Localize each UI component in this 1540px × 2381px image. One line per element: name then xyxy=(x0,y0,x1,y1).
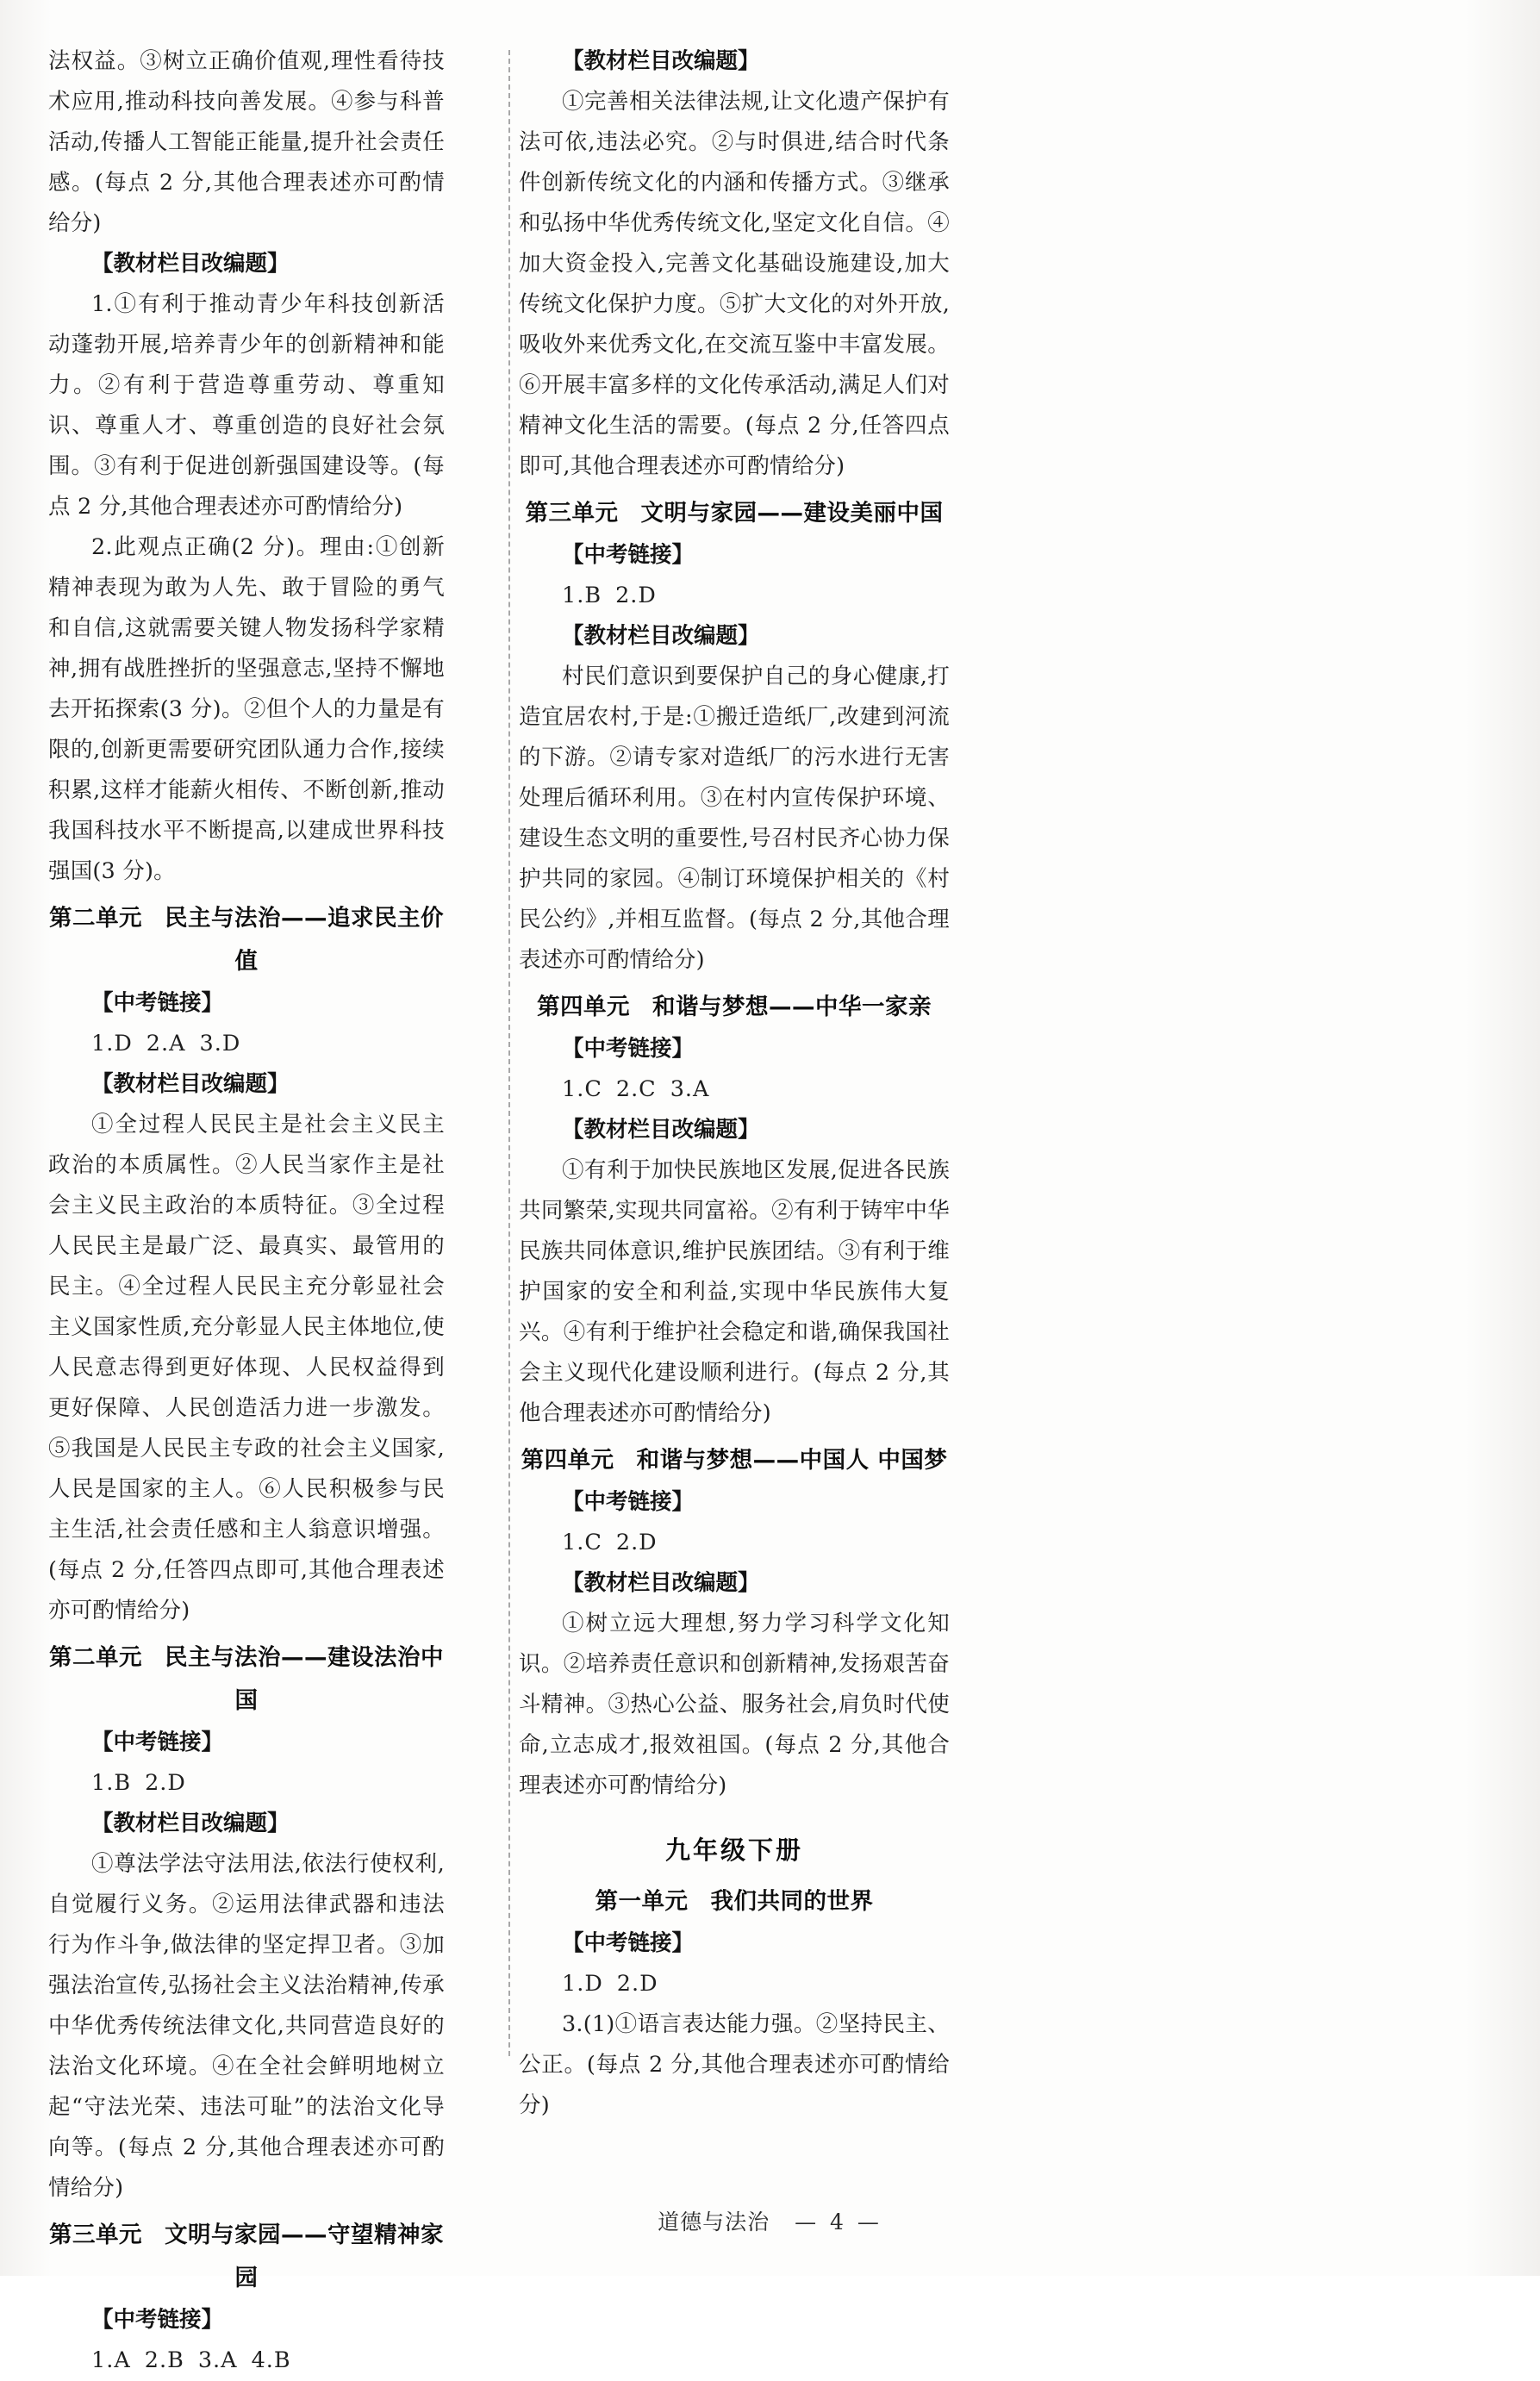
section-label: 【中考链接】 xyxy=(562,1930,695,1956)
left-column xyxy=(48,41,467,2373)
answer-item: 1.D xyxy=(562,1971,603,1997)
section-label: 【教材栏目改编题】 xyxy=(562,1570,760,1596)
answer-item: 2.D xyxy=(616,1971,658,1997)
unit-number: 第一单元 xyxy=(595,1888,689,1915)
answer-item: 1.D xyxy=(91,1031,133,1056)
section-label: 【中考链接】 xyxy=(562,1489,695,1515)
section-label: 【中考链接】 xyxy=(91,1730,224,1755)
unit-number: 第三单元 xyxy=(49,2222,142,2248)
unit-heading xyxy=(519,492,950,535)
multiple-choice-answers xyxy=(519,576,950,616)
unit-number: 第四单元 xyxy=(521,1447,614,1474)
unit-title: 和谐与梦想——中华一家亲 xyxy=(652,994,932,1020)
answer-paragraph: 2.此观点正确(2 分)。理由:①创新精神表现为敢为人先、敢于冒险的勇气和自信,这就需要关键人物发扬科学家精神,拥有战胜挫折的坚强意志,坚持不懈地去开拓探索(3 分)。②但个人的力量是有限的,创新更需要研究团队通力合作,接续积累,这样才能薪火相传、不断创新,推动我国科技水平不断提高,以建成世界科技强国(3 分)。 xyxy=(48,534,445,884)
answer-paragraph: 1.①有利于推动青少年科技创新活动蓬勃开展,培养青少年的创新精神和能力。②有利于营造尊重劳动、尊重知识、尊重人才、尊重创造的良好社会氛围。③有利于促进创新强国建设等。(每点 2 分,其他合理表述亦可酌情给分) xyxy=(48,291,445,520)
page-footer xyxy=(0,2205,1540,2236)
column-divider xyxy=(508,50,510,2056)
section-label: 【中考链接】 xyxy=(562,1036,695,1062)
multiple-choice-answers xyxy=(48,2340,445,2381)
unit-number: 第二单元 xyxy=(49,1644,142,1671)
unit-heading xyxy=(48,1636,445,1723)
unit-number: 第二单元 xyxy=(49,905,142,932)
unit-number: 第四单元 xyxy=(537,994,630,1020)
answer-item: 3.D xyxy=(199,1031,241,1056)
answer-item: 2.A xyxy=(146,1031,186,1056)
unit-title: 和谐与梦想——中国人 中国梦 xyxy=(636,1447,948,1474)
answer-item: 2.B xyxy=(144,2347,184,2373)
answer-paragraph: ①全过程人民民主是社会主义民主政治的本质属性。②人民当家作主是社会主义民主政治的本质特征。③全过程人民民主是最广泛、最真实、最管用的民主。④全过程人民民主充分彰显社会主义国家性质,充分彰显人民主体地位,使人民意志得到更好体现、人民权益得到更好保障、人民创造活力进一步激发。⑤我国是人民民主专政的社会主义国家,人民是国家的主人。⑥人民积极参与民主生活,社会责任感和主人翁意识增强。(每点 2 分,任答四点即可,其他合理表述亦可酌情给分) xyxy=(48,1112,445,1624)
answer-item: 1.C xyxy=(562,1076,602,1102)
unit-heading xyxy=(519,1880,950,1923)
section-label: 【中考链接】 xyxy=(562,542,695,568)
unit-heading xyxy=(519,1439,950,1482)
answer-paragraph: 村民们意识到要保护自己的身心健康,打造宜居农村,于是:①搬迁造纸厂,改建到河流的下游。②请专家对造纸厂的污水进行无害处理后循环利用。③在村内宣传保护环境、建设生态文明的重要性,号召村民齐心协力保护共同的家园。④制订环境保护相关的《村民公约》,并相互监督。(每点 2 分,其他合理表述亦可酌情给分) xyxy=(519,664,950,973)
answer-item: 2.D xyxy=(615,583,657,608)
footer-subject: 道德与法治 xyxy=(658,2210,770,2235)
answer-item: 2.C xyxy=(615,1076,657,1102)
section-label: 【教材栏目改编题】 xyxy=(91,251,290,277)
unit-title: 文明与家园——建设美丽中国 xyxy=(640,500,944,527)
answer-paragraph: 3.(1)①语言表达能力强。②坚持民主、公正。(每点 2 分,其他合理表述亦可酌情给分) xyxy=(519,2011,950,2118)
section-label: 【中考链接】 xyxy=(91,2307,224,2333)
multiple-choice-answers xyxy=(519,1523,950,1563)
multiple-choice-answers xyxy=(48,1024,445,1064)
answer-item: 2.D xyxy=(615,1530,658,1555)
answer-item: 3.A xyxy=(670,1076,710,1102)
answer-paragraph: ①尊法学法守法用法,依法行使权利,自觉履行义务。②运用法律武器和违法行为作斗争,做法律的坚定捍卫者。③加强法治宣传,弘扬社会主义法治精神,传承中华优秀传统法律文化,共同营造良好的法治文化环境。④在全社会鲜明地树立起“守法光荣、违法可耻”的法治文化导向等。(每点 2 分,其他合理表述亦可酌情给分) xyxy=(48,1851,445,2201)
right-column xyxy=(467,41,950,2135)
multiple-choice-answers xyxy=(519,1069,950,1110)
section-label: 【教材栏目改编题】 xyxy=(562,1117,760,1143)
grade-heading: 九年级下册 xyxy=(664,1836,803,1865)
section-label: 【教材栏目改编题】 xyxy=(562,48,760,74)
answer-item: 3.A xyxy=(197,2347,238,2373)
section-label: 【教材栏目改编题】 xyxy=(91,1071,290,1097)
answer-item: 1.A xyxy=(91,2347,131,2373)
answer-paragraph: ①有利于加快民族地区发展,促进各民族共同繁荣,实现共同富裕。②有利于铸牢中华民族共同体意识,维护民族团结。③有利于维护国家的安全和利益,实现中华民族伟大复兴。④有利于维护社会稳定和谐,确保我国社会主义现代化建设顺利进行。(每点 2 分,其他合理表述亦可酌情给分) xyxy=(519,1157,950,1426)
footer-page-number: — 4 — xyxy=(795,2210,882,2235)
answer-paragraph: 法权益。③树立正确价值观,理性看待技术应用,推动科技向善发展。④参与科普活动,传播人工智能正能量,提升社会责任感。(每点 2 分,其他合理表述亦可酌情给分) xyxy=(48,48,445,236)
answer-item: 1.B xyxy=(91,1770,132,1796)
unit-number: 第三单元 xyxy=(525,500,619,527)
unit-heading xyxy=(48,897,445,983)
answer-item: 4.B xyxy=(251,2347,291,2373)
section-label: 【教材栏目改编题】 xyxy=(562,623,760,649)
unit-title: 民主与法治——追求民主价值 xyxy=(165,905,444,975)
answer-item: 2.D xyxy=(145,1770,186,1796)
unit-title: 我们共同的世界 xyxy=(710,1888,874,1915)
answer-paragraph: ①完善相关法律法规,让文化遗产保护有法可依,违法必究。②与时俱进,结合时代条件创新传统文化的内涵和传播方式。③继承和弘扬中华优秀传统文化,坚定文化自信。④加大资金投入,完善文化基础设施建设,加大传统文化保护力度。⑤扩大文化的对外开放,吸收外来优秀文化,在交流互鉴中丰富发展。⑥开展丰富多样的文化传承活动,满足人们对精神文化生活的需要。(每点 2 分,任答四点即可,其他合理表述亦可酌情给分) xyxy=(519,89,950,479)
section-label: 【中考链接】 xyxy=(91,990,224,1016)
multiple-choice-answers xyxy=(48,1763,445,1804)
multiple-choice-answers xyxy=(519,1964,950,2004)
section-label: 【教材栏目改编题】 xyxy=(91,1811,290,1836)
answer-item: 1.C xyxy=(562,1530,602,1555)
unit-title: 文明与家园——守望精神家园 xyxy=(165,2222,444,2291)
unit-title: 民主与法治——建设法治中国 xyxy=(165,1644,444,1714)
answer-item: 1.B xyxy=(562,583,602,608)
answer-paragraph: ①树立远大理想,努力学习科学文化知识。②培养责任意识和创新精神,发扬艰苦奋斗精神。③热心公益、服务社会,肩负时代使命,立志成才,报效祖国。(每点 2 分,其他合理表述亦可酌情给分) xyxy=(519,1611,950,1798)
unit-heading xyxy=(519,986,950,1029)
